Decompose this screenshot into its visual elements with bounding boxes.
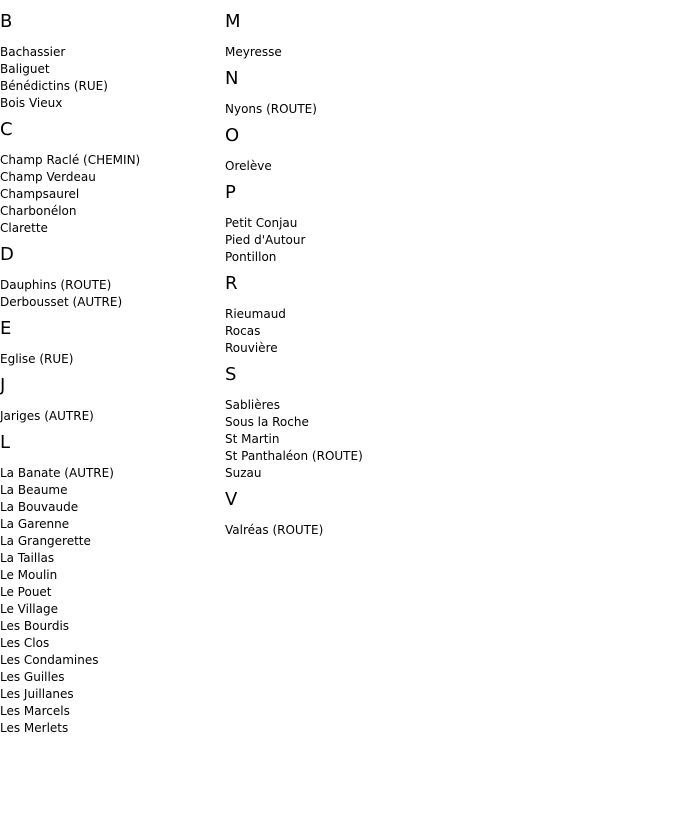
letter-group-m: [225, 12, 525, 61]
street-link-la-taillas[interactable]: La Taillas: [0, 551, 55, 565]
street-link-rieumaud[interactable]: Rieumaud: [225, 307, 286, 321]
street-link-sous-la-roche[interactable]: Sous la Roche: [225, 415, 309, 429]
letter-heading: L: [0, 432, 11, 453]
street-link-st-martin[interactable]: St Martin: [225, 432, 280, 446]
letter-group-n: [225, 69, 525, 118]
street-link-la-beaume[interactable]: La Beaume: [0, 483, 68, 497]
street-link-les-clos[interactable]: Les Clos: [0, 636, 50, 650]
street-link-les-merlets[interactable]: Les Merlets: [0, 721, 69, 735]
letter-heading: V: [225, 489, 238, 510]
letter-heading: J: [0, 375, 6, 396]
street-link-eglise-rue[interactable]: Eglise (RUE): [0, 352, 74, 366]
street-link-le-village[interactable]: Le Village: [0, 602, 58, 616]
letter-group-p: [225, 183, 525, 266]
street-link-rocas[interactable]: Rocas: [225, 324, 261, 338]
letter-heading: E: [0, 318, 12, 339]
street-link-les-guilles[interactable]: Les Guilles: [0, 670, 65, 684]
street-link-pied-d-autour[interactable]: Pied d'Autour: [225, 233, 306, 247]
street-link-champsaurel[interactable]: Champsaurel: [0, 187, 80, 201]
street-link-champ-verdeau[interactable]: Champ Verdeau: [0, 170, 96, 184]
street-link-valreas-route[interactable]: Valréas (ROUTE): [225, 523, 324, 537]
letter-group-r: [225, 274, 525, 357]
street-link-charbonelon[interactable]: Charbonélon: [0, 204, 77, 218]
street-link-sablieres[interactable]: Sablières: [225, 398, 280, 412]
letter-group-j: [0, 376, 225, 425]
street-link-pontillon[interactable]: Pontillon: [225, 250, 277, 264]
letter-group-o: [225, 126, 525, 175]
letter-group-c: [0, 120, 225, 237]
letter-heading: N: [225, 68, 239, 89]
letter-group-v: [225, 490, 525, 539]
street-link-baliguet[interactable]: Baliguet: [0, 62, 50, 76]
street-link-les-condamines[interactable]: Les Condamines: [0, 653, 99, 667]
street-link-la-grangerette[interactable]: La Grangerette: [0, 534, 91, 548]
letter-heading: B: [0, 11, 13, 32]
letter-group-b: [0, 12, 225, 112]
column-right: [225, 12, 525, 547]
letter-heading: M: [225, 11, 241, 32]
letter-group-l: [0, 433, 225, 737]
street-link-oreleve[interactable]: Orelève: [225, 159, 272, 173]
street-link-meyresse[interactable]: Meyresse: [225, 45, 282, 59]
street-link-champ-racle-chemin[interactable]: Champ Raclé (CHEMIN): [0, 153, 141, 167]
street-link-la-garenne[interactable]: La Garenne: [0, 517, 70, 531]
letter-heading: O: [225, 125, 240, 146]
letter-heading: S: [225, 364, 237, 385]
street-link-la-banate-autre[interactable]: La Banate (AUTRE): [0, 466, 114, 480]
letter-heading: P: [225, 182, 236, 203]
letter-heading: R: [225, 273, 238, 294]
street-link-jariges-autre[interactable]: Jariges (AUTRE): [0, 409, 94, 423]
letter-group-d: [0, 245, 225, 311]
street-link-bachassier[interactable]: Bachassier: [0, 45, 66, 59]
street-link-rouviere[interactable]: Rouvière: [225, 341, 278, 355]
street-link-les-marcels[interactable]: Les Marcels: [0, 704, 70, 718]
letter-heading: C: [0, 119, 13, 140]
street-link-dauphins-route[interactable]: Dauphins (ROUTE): [0, 278, 112, 292]
street-link-les-bourdis[interactable]: Les Bourdis: [0, 619, 70, 633]
street-link-la-bouvaude[interactable]: La Bouvaude: [0, 500, 79, 514]
street-link-benedictins-rue[interactable]: Bénédictins (RUE): [0, 79, 108, 93]
street-link-st-panthaleon-route[interactable]: St Panthaléon (ROUTE): [225, 449, 363, 463]
street-link-petit-conjau[interactable]: Petit Conjau: [225, 216, 298, 230]
street-link-les-juillanes[interactable]: Les Juillanes: [0, 687, 74, 701]
street-link-nyons-route[interactable]: Nyons (ROUTE): [225, 102, 317, 116]
street-link-le-pouet[interactable]: Le Pouet: [0, 585, 52, 599]
letter-heading: D: [0, 244, 14, 265]
letter-group-s: [225, 365, 525, 482]
street-link-suzau[interactable]: Suzau: [225, 466, 262, 480]
street-link-le-moulin[interactable]: Le Moulin: [0, 568, 58, 582]
letter-group-e: [0, 319, 225, 368]
street-link-clarette[interactable]: Clarette: [0, 221, 48, 235]
street-link-derbousset-autre[interactable]: Derbousset (AUTRE): [0, 295, 123, 309]
street-link-bois-vieux[interactable]: Bois Vieux: [0, 96, 63, 110]
column-left: [0, 12, 225, 745]
